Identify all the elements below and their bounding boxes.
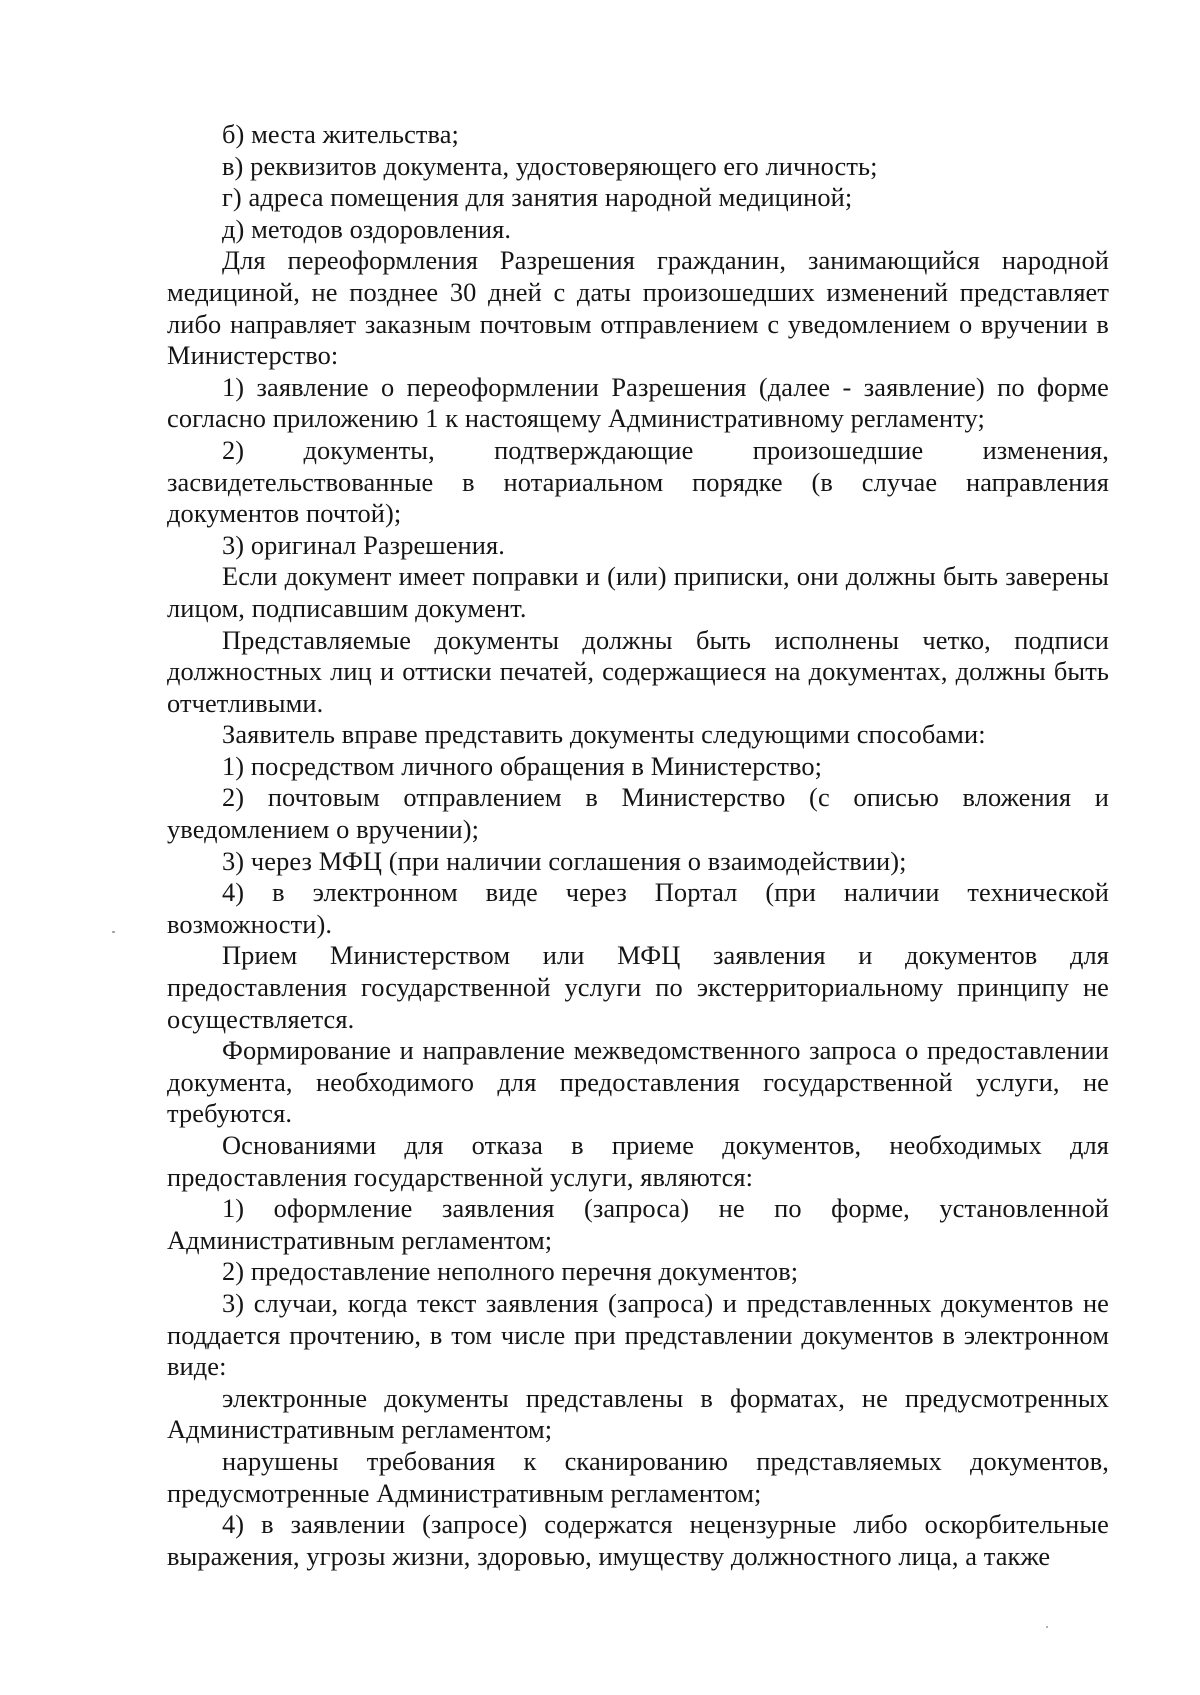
paragraph-scanning-requirements: нарушены требования к сканированию представляемых документов, предусмотренные Административным регламентом; (167, 1445, 1109, 1508)
paragraph-reissue-item-2: 2) документы, подтверждающие произошедшие изменения, засвидетельствованные в нотариальном порядке (в случае направления документов почтой); (167, 434, 1109, 529)
paragraph-method-3: 3) через МФЦ (при наличии соглашения о взаимодействии); (222, 845, 907, 876)
paragraph-premises-address: г) адреса помещения для занятия народной медициной; (222, 182, 853, 213)
paragraph-reissue-item-3: 3) оригинал Разрешения. (222, 529, 505, 560)
paragraph-submission-methods: Заявитель вправе представить документы следующими способами: (222, 719, 986, 750)
paragraph-refusal-2: 2) предоставление неполного перечня документов; (222, 1256, 799, 1287)
paragraph-corrections: Если документ имеет поправки и (или) приписки, они должны быть заверены лицом, подписавшим документ. (167, 561, 1109, 623)
paragraph-method-1: 1) посредством личного обращения в Министерство; (222, 750, 823, 781)
paragraph-method-2: 2) почтовым отправлением в Министерство (с описью вложения и уведомлением о вручении); (167, 782, 1109, 845)
paragraph-reissue-intro: Для переоформления Разрешения гражданин, занимающийся народной медициной, не позднее 30 дней с даты произошедших изменений представляет либо направляет заказным почтовым отправлением с уведомлением о вручении в Министерство: (167, 245, 1109, 371)
paragraph-refusal-4: 4) в заявлении (запросе) содержатся нецензурные либо оскорбительные выражения, угрозы жизни, здоровью, имуществу должностного лица, а также (167, 1509, 1109, 1571)
document-body (167, 119, 1109, 1572)
paragraph-reissue-item-1: 1) заявление о переоформлении Разрешения (далее - заявление) по форме согласно приложению 1 к настоящему Административному регламенту; (167, 371, 1109, 434)
paragraph-method-4: 4) в электронном виде через Портал (при наличии технической возможности). (167, 877, 1109, 939)
scan-speck (112, 931, 115, 933)
scan-speck (1046, 1626, 1048, 1628)
paragraph-residence: б) места жительства; (222, 119, 459, 149)
paragraph-methods: д) методов оздоровления. (222, 213, 512, 244)
paragraph-electronic-formats: электронные документы представлены в форматах, не предусмотренных Административным регламентом; (167, 1382, 1109, 1445)
paragraph-extraterritorial: Прием Министерством или МФЦ заявления и документов для предоставления государственной услуги по экстерриториальному принципу не осуществляется. (167, 940, 1109, 1034)
paragraph-refusal-3: 3) случаи, когда текст заявления (запроса) и представленных документов не поддается прочтению, в том числе при представлении документов в электронном виде: (167, 1287, 1109, 1382)
paragraph-refusal-1: 1) оформление заявления (запроса) не по форме, установленной Административным регламентом; (167, 1193, 1109, 1255)
paragraph-id-document: в) реквизитов документа, удостоверяющего его личность; (222, 150, 878, 181)
paragraph-refusal-grounds: Основаниями для отказа в приеме документов, необходимых для предоставления государственной услуги, являются: (167, 1130, 1109, 1192)
paragraph-interagency-request: Формирование и направление межведомственного запроса о предоставлении документа, необходимого для предоставления государственной услуги, не требуются. (167, 1035, 1109, 1129)
paragraph-legibility: Представляемые документы должны быть исполнены четко, подписи должностных лиц и оттиски печатей, содержащиеся на документах, должны быть отчетливыми. (167, 624, 1109, 718)
